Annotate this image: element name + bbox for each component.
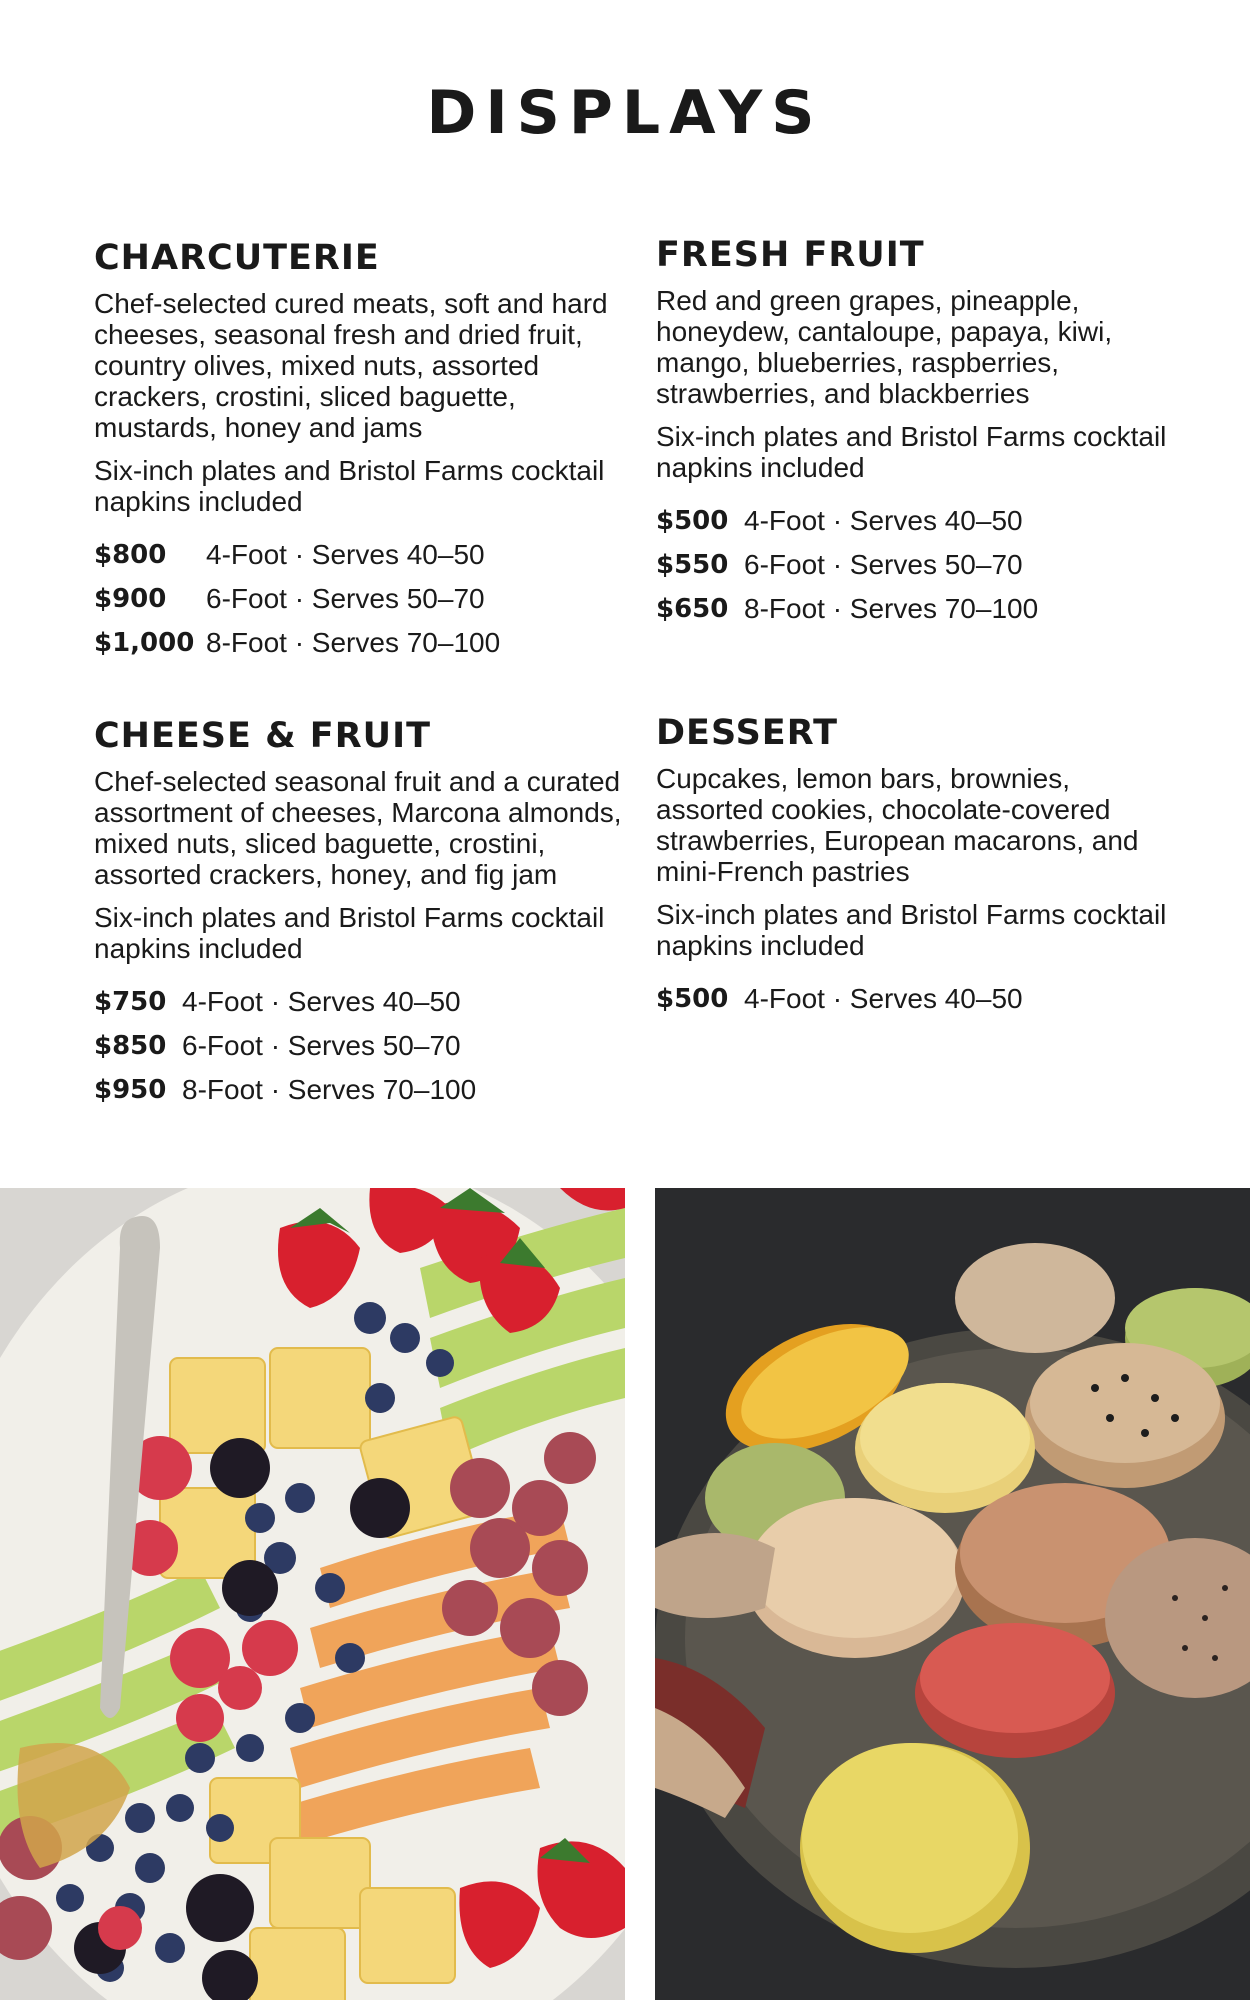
section-description: Chef-selected cured meats, soft and hard cheeses, seasonal fresh and dried fruit, country olives, mixed nuts, assorted crackers, crostini, sliced baguette, mustards, honey and jams <box>94 288 608 444</box>
price-row <box>94 980 624 1024</box>
price: $1,000 <box>94 628 195 659</box>
price: $500 <box>656 506 729 537</box>
price-detail: 6-Foot · Serves 50–70 <box>182 1030 461 1062</box>
price-row <box>94 1068 624 1112</box>
section-note: Six-inch plates and Bristol Farms cocktail napkins included <box>656 899 1167 962</box>
price-detail: 6-Foot · Serves 50–70 <box>206 583 485 615</box>
price-detail: 6-Foot · Serves 50–70 <box>744 549 1023 581</box>
fresh-fruit-section <box>656 235 1176 631</box>
price-detail: 8-Foot · Serves 70–100 <box>182 1074 477 1106</box>
section-note: Six-inch plates and Bristol Farms cocktail napkins included <box>94 902 605 965</box>
price-detail: 4-Foot · Serves 40–50 <box>182 986 461 1018</box>
macaron-photo <box>655 1188 1250 2000</box>
price-detail: 8-Foot · Serves 70–100 <box>744 593 1039 625</box>
price: $500 <box>656 984 729 1015</box>
price-detail: 8-Foot · Serves 70–100 <box>206 627 501 659</box>
price-detail: 4-Foot · Serves 40–50 <box>744 983 1023 1015</box>
section-title: DESSERT <box>656 713 838 753</box>
price: $800 <box>94 540 167 571</box>
price-row <box>94 533 614 577</box>
price-detail: 4-Foot · Serves 40–50 <box>744 505 1023 537</box>
price-row <box>656 543 1176 587</box>
price-row <box>94 577 614 621</box>
price: $950 <box>94 1075 167 1106</box>
section-title: CHEESE & FRUIT <box>94 716 431 756</box>
dessert-section <box>656 713 1176 1021</box>
price: $900 <box>94 584 167 615</box>
section-description: Chef-selected seasonal fruit and a curated assortment of cheeses, Marcona almonds, mixed nuts, sliced baguette, crostini, assorted crackers, honey, and fig jam <box>94 766 622 891</box>
section-note: Six-inch plates and Bristol Farms cocktail napkins included <box>656 421 1167 484</box>
price-row <box>94 1024 624 1068</box>
price: $850 <box>94 1031 167 1062</box>
cheese-fruit-section <box>94 716 624 1112</box>
charcuterie-section <box>94 238 614 665</box>
section-title: FRESH FRUIT <box>656 235 925 275</box>
section-description: Cupcakes, lemon bars, brownies, assorted cookies, chocolate-covered strawberries, European macarons, and mini-French pastries <box>656 763 1139 888</box>
price-row <box>94 621 614 665</box>
page-title: DISPLAYS <box>426 78 824 148</box>
price: $550 <box>656 550 729 581</box>
price-row <box>656 499 1176 543</box>
fruit-platter-photo <box>0 1188 625 2000</box>
price: $750 <box>94 987 167 1018</box>
section-note: Six-inch plates and Bristol Farms cocktail napkins included <box>94 455 605 518</box>
price-row <box>656 587 1176 631</box>
price-detail: 4-Foot · Serves 40–50 <box>206 539 485 571</box>
section-description: Red and green grapes, pineapple, honeydew, cantaloupe, papaya, kiwi, mango, blueberries, raspberries, strawberries, and blackberries <box>656 285 1113 410</box>
price-row <box>656 977 1176 1021</box>
price: $650 <box>656 594 729 625</box>
section-title: CHARCUTERIE <box>94 238 380 278</box>
